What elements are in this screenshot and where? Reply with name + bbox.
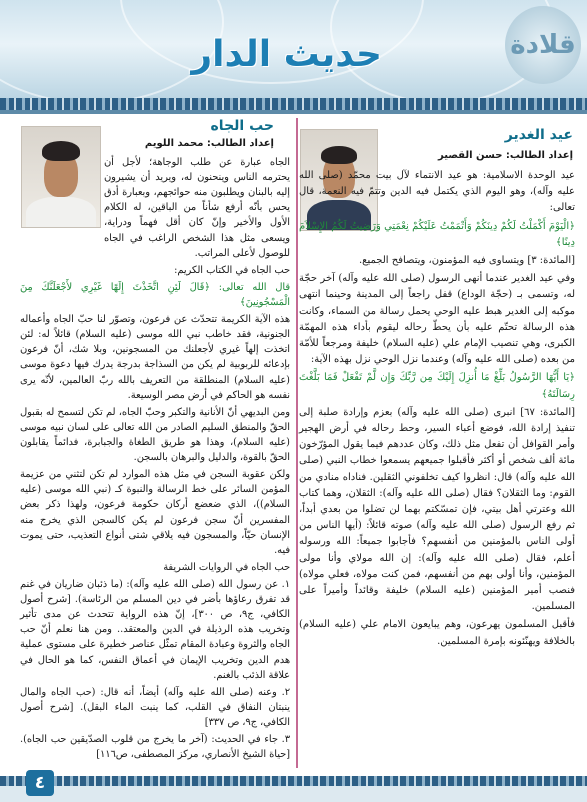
lead-block	[104, 155, 290, 261]
footer-strip	[0, 786, 587, 802]
page-number: ٤	[26, 770, 54, 796]
paragraph: فأقبل المسلمون يهرعون، وهم يبايعون الامام علي (عليه السلام) بالخلافة ويهنّئونه بإمرة المسلمين.	[299, 619, 575, 647]
footer-ornament-band	[0, 776, 587, 786]
subheading: حب الجاه في الكتاب الكريم:	[174, 264, 290, 276]
paragraph: هذه الآية الكريمة تتحدّث عن فرعون، وتصوّر لنا حبّ الجاه وأعماله الجنونية، فقد خاطب نبي الله موسى (عليه السلام) قائلاً له: لئن اتخذت إلهاً غيري لأجعلنك من المسجونين، وبلا شك، أنّ فرعون بإدعائه للربوبية لم يكن من السذاجة بدرجة يدرك فيها دعوة موسى (عليه السلام) المنطلقة من التعريف بالله ربّ العالمين، لأنّه يرى نفسه هو الحاكم في أرض مصر الوسيعة.	[20, 314, 290, 401]
paragraph: عيد الوحدة الاسلامية: هو عيد الانتماء لآل بيت محمّد (صلى الله عليه وآله)، وهو اليوم الذي يكتمل فيه الدين وتتمّ فيه النعمة، قال تعالى:	[299, 170, 575, 214]
paragraph: وفي عيد الغدير عندما أنهى الرسول (صلى الله عليه وآله) آخر حجّة له، وتسمى بـ (حجّة الوداع) قفل راجعاً إلى المدينة وحينما انتهى موكبه إلى الغدير هبط عليه الوحي يحمل رسالة من السماء، وكانت هذه الرسالة تحتّم عليه بأن يحطّ رحاله ليقوم بأداء هذه المهمّة الكبرى، وهي تنصيب الإمام علي (عليه السلام) خليفة ومرجعاً للأمّة من بعده (صلى الله عليه وآله) وعندما نزل الوحي نزل بهذه الآية:	[299, 273, 575, 366]
quran-verse: قال الله تعالى: ﴿قَالَ لَئِنِ اتَّخَذْتَ إِلَهًا غَيْرِي لأَجْعَلَنَّكَ مِنَ الْمَسْجُونِينَ﴾	[20, 281, 290, 308]
column-divider	[296, 118, 298, 768]
article-title-left: حب الجاه	[210, 118, 274, 134]
subheading: حب الجاه في الروايات الشريفة	[163, 561, 290, 573]
section-title: حديث الدار	[191, 34, 382, 75]
quran-verse: ﴿يَا أَيُّهَا الرَّسُولُ بَلِّغْ مَا أُنزِلَ إِلَيْكَ مِن رَّبِّكَ وَإِن لَّمْ تَفْعَلْ فَمَا بَلَّغْتَ رِسَالَتَهُ﴾	[299, 372, 575, 400]
paragraph: ولكن عقوبة السجن في مثل هذه الموارد لم تكن لتثني من عزيمة المؤمن السائر على خط الرسالة والنبوة كـ (نبي الله موسى (عليه السلام))، الذي ضعضع أركان حكومة فرعون، ولهذا ذكر بعض المفسرين أنّ سجن فرعون لم يكن كالسجن الذي يخرج منه الإنسان حيّاً، والمسجون فيه يلاقي شتى أنواع التعذيب، حتى يموت فيه.	[20, 469, 290, 556]
header-divider	[0, 110, 587, 114]
paragraph: ١. عن رسول الله (صلى الله عليه وآله): (ما ذئبان ضاريان في غنم قد تفرق رعاؤها بأضر في دين المسلم من الرئاسة). [شرح أصول الكافي، ج٩، ص ٣٠٠]، إنّ هذه الرواية تتحدث عن مدى تأثير وتخريب هذه الرذيلة في الدين والمعتقد.. ومن هنا نعلم أنّ حب الجاه والثروة وعبادة المقام تمثّل عناصر خطيرة على مستوى عملية هدم الدين وتخريب الإيمان في أعماق النفس، كما هو الحال في علاقة الذئب بالغنم.	[20, 578, 290, 681]
paragraph: الجاه عبارة عن طلب الوجاهة؛ لأجل أن يحترمه الناس وينحنون له، ويريد أن يشيرون إليه بالبنان ويطلبون منه حوائجهم، وبعبارة أدق يحس بأنّه أرفع شأناً من الباقين، له الكلام الأول والأخير وإنّ كان أقل فهماً ودراية، ويسعى مثل هذا الشخص الراغب في الجاه للوصول لأعلى المراتب.	[104, 157, 290, 259]
magazine-emblem	[505, 6, 581, 84]
paragraph: ٣. جاء في الحديث: (آخر ما يخرج من قلوب الصدّيقين حب الجاه). [حياة الشيخ الأنصاري، مركز المصطفى، ص١١٦]	[20, 734, 290, 761]
page-header	[0, 0, 587, 98]
article-body-left	[20, 155, 290, 764]
paragraph: ومن البديهي أنّ الأنانية والتكبر وحبّ الجاه، لم تكن لتسمح له بقبول الحقّ والمنطق السليم الصادر من الله تعالى على لسان نبيه موسى (عليه السلام)، وهذا هو طريق الطغاة والجبابرة، فدائماً يقابلون الحقّ بالقوة، والدليل والبرهان بالسجن.	[20, 406, 290, 464]
paragraph: ٢. وعنه (صلى الله عليه وآله) أيضاً، أنه قال: (حب الجاه والمال ينبتان النفاق في القلب، كما ينبت الماء البقل). [شرح أصول الكافي، ج٩، ص ٣٣٧]	[20, 686, 290, 728]
author-line-left: إعداد الطالب: محمد اللويم	[144, 138, 274, 149]
article-title-right: عيد الغدير	[504, 127, 573, 143]
author-line-right: إعداد الطالب: حسن القصير	[438, 150, 573, 161]
emblem-logo-text: قلادة	[510, 30, 576, 60]
header-ornament-band	[0, 98, 587, 110]
article-body-right	[299, 168, 575, 652]
paragraph: [المائدة: ٣] ويتساوى فيه المؤمنون، ويتصافح الجميع.	[358, 255, 575, 267]
quran-verse: ﴿الْيَوْمَ أَكْمَلْتُ لَكُمْ دِينَكُمْ وَأَتْمَمْتُ عَلَيْكُمْ نِعْمَتِي وَرَضِيتُ لَكُمُ الإِسْلاَمَ دِينًا﴾	[299, 220, 575, 248]
paragraph: [المائدة: ٦٧] انبرى (صلى الله عليه وآله) بعزم وإرادة صلبة إلى تنفيذ إرادة الله، فوضع أعباء السير، وحط رحاله في أرض الهجير وأمر القوافل أن تفعل مثل ذلك، وكان عددهم فيما يقول المؤرّخون مائة ألف شخص أو أكثر فأقبلوا جميعهم يسمعوا خطاب النبي (صلى الله عليه وآله) قال: انظروا كيف تخلفوني الثقلين. فناداه منادي من القوم: وما الثقلان؟ فقال (صلى الله عليه وآله): الثقلان، وهما كتاب الله وعترتي أهل بيتي، فإن تمسّكتم بهما لن تضلوا من بعدي أبداً، ثم رفع الرسول (صلى الله عليه وآله) صوته قائلاً: (أيها الناس من أولى الناس بالمؤمنين من أنفسهم؟ فأجابوا جميعاً: الله ورسوله أعلم، فقال (صلى الله عليه وآله): إن الله مولاي وأنا مولى المؤمنين، وأنا أولى بهم من أنفسهم، فمن كنت مولاه، فعلي مولاه) فنصب أمير المؤمنين (عليه السلام) خليفة وقائداً وأميراً على المسلمين.	[299, 406, 576, 613]
